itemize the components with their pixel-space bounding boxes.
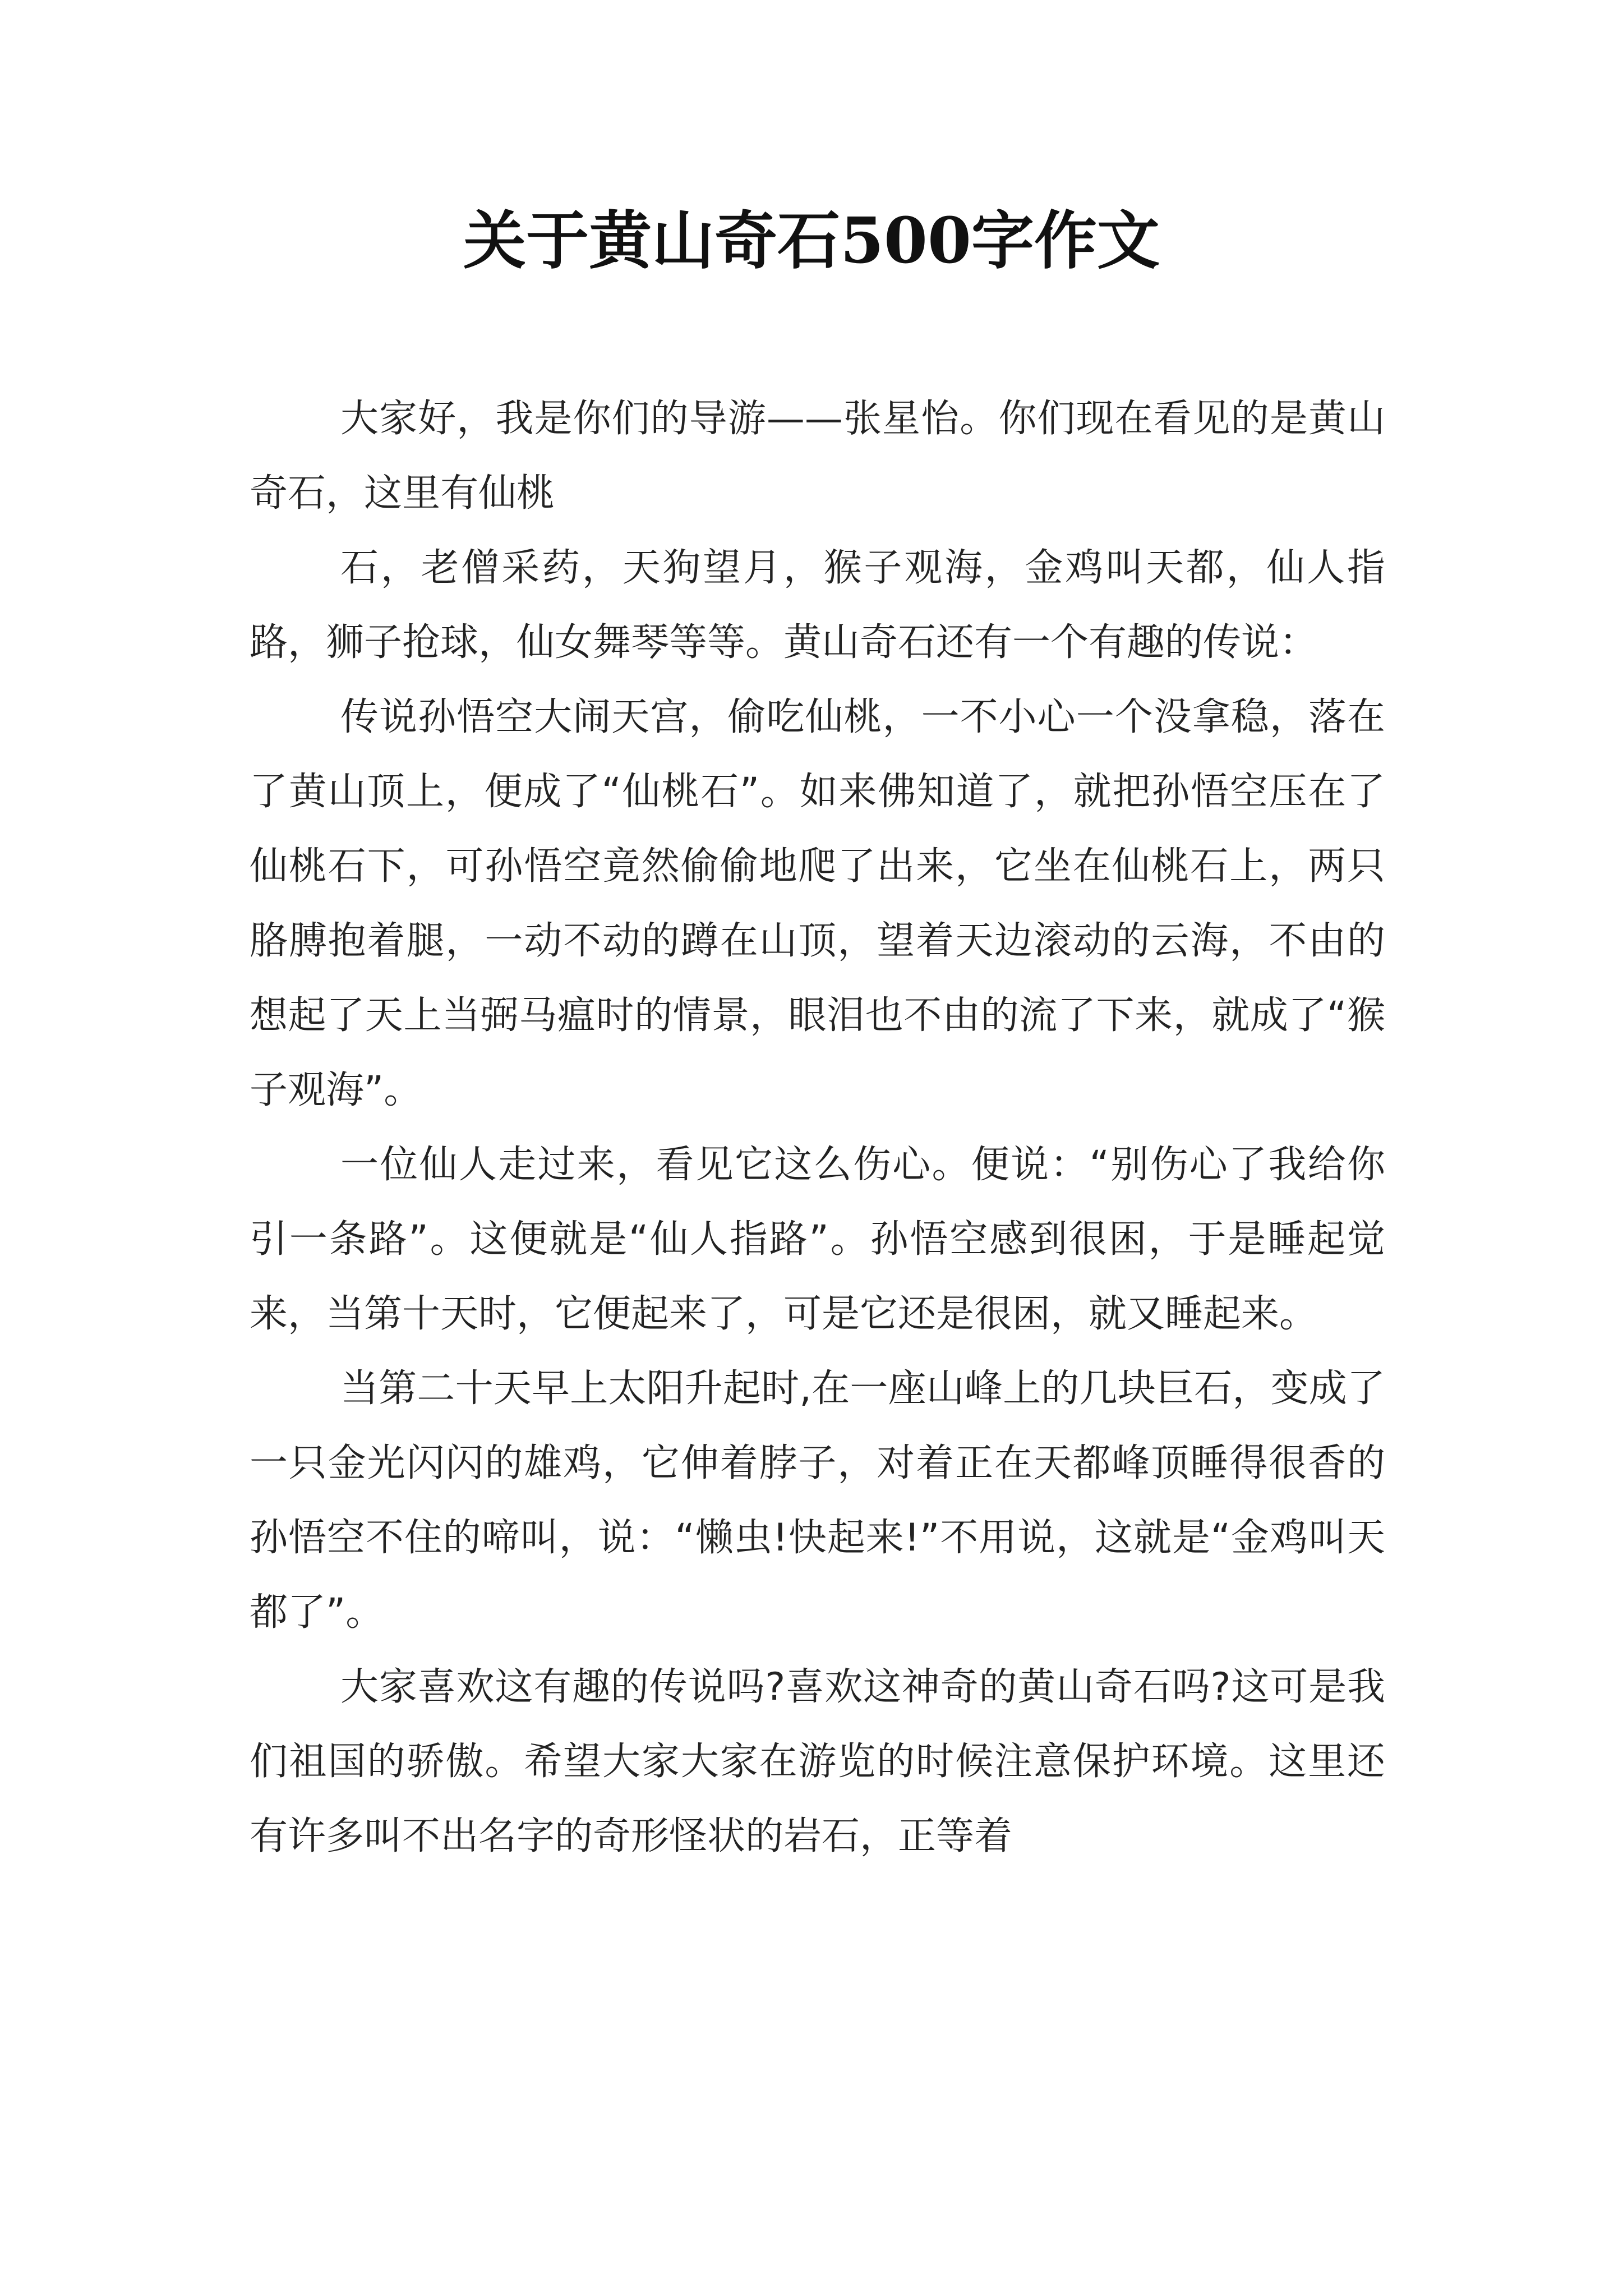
paragraph-5: 当第二十天早上太阳升起时,在一座山峰上的几块巨石，变成了一只金光闪闪的雄鸡，它伸着脖子，对着正在天都峰顶睡得很香的孙悟空不住的啼叫，说：“懒虫!快起来!”不用说，这就是“金鸡叫天都了”。 (250, 1366, 1385, 1635)
paragraph-4: 一位仙人走过来，看见它这么伤心。便说：“别伤心了我给你引一条路”。这便就是“仙人指路”。孙悟空感到很困，于是睡起觉来，当第十天时，它便起来了，可是它还是很困，就又睡起来。 (250, 1143, 1385, 1336)
document-title: 关于黄山奇石500字作文 (463, 204, 1160, 278)
paragraph-1: 大家好，我是你们的导游——张星怡。你们现在看见的是黄山奇石，这里有仙桃 (250, 397, 1385, 516)
document-body (250, 381, 1385, 1874)
paragraph-3: 传说孙悟空大闹天宫，偷吃仙桃，一不小心一个没拿稳，落在了黄山顶上，便成了“仙桃石”。如来佛知道了，就把孙悟空压在了仙桃石下，可孙悟空竟然偷偷地爬了出来，它坐在仙桃石上，两只胳膊抱着腿，一动不动的蹲在山顶，望着天边滚动的云海，不由的想起了天上当弼马瘟时的情景，眼泪也不由的流了下来，就成了“猴子观海”。 (250, 695, 1385, 1112)
paragraph-2: 石，老僧采药，天狗望月，猴子观海，金鸡叫天都，仙人指路，狮子抢球，仙女舞琴等等。黄山奇石还有一个有趣的传说： (250, 546, 1385, 665)
paragraph-6: 大家喜欢这有趣的传说吗?喜欢这神奇的黄山奇石吗?这可是我们祖国的骄傲。希望大家大家在游览的时候注意保护环境。这里还有许多叫不出名字的奇形怪状的岩石，正等着 (250, 1665, 1385, 1858)
